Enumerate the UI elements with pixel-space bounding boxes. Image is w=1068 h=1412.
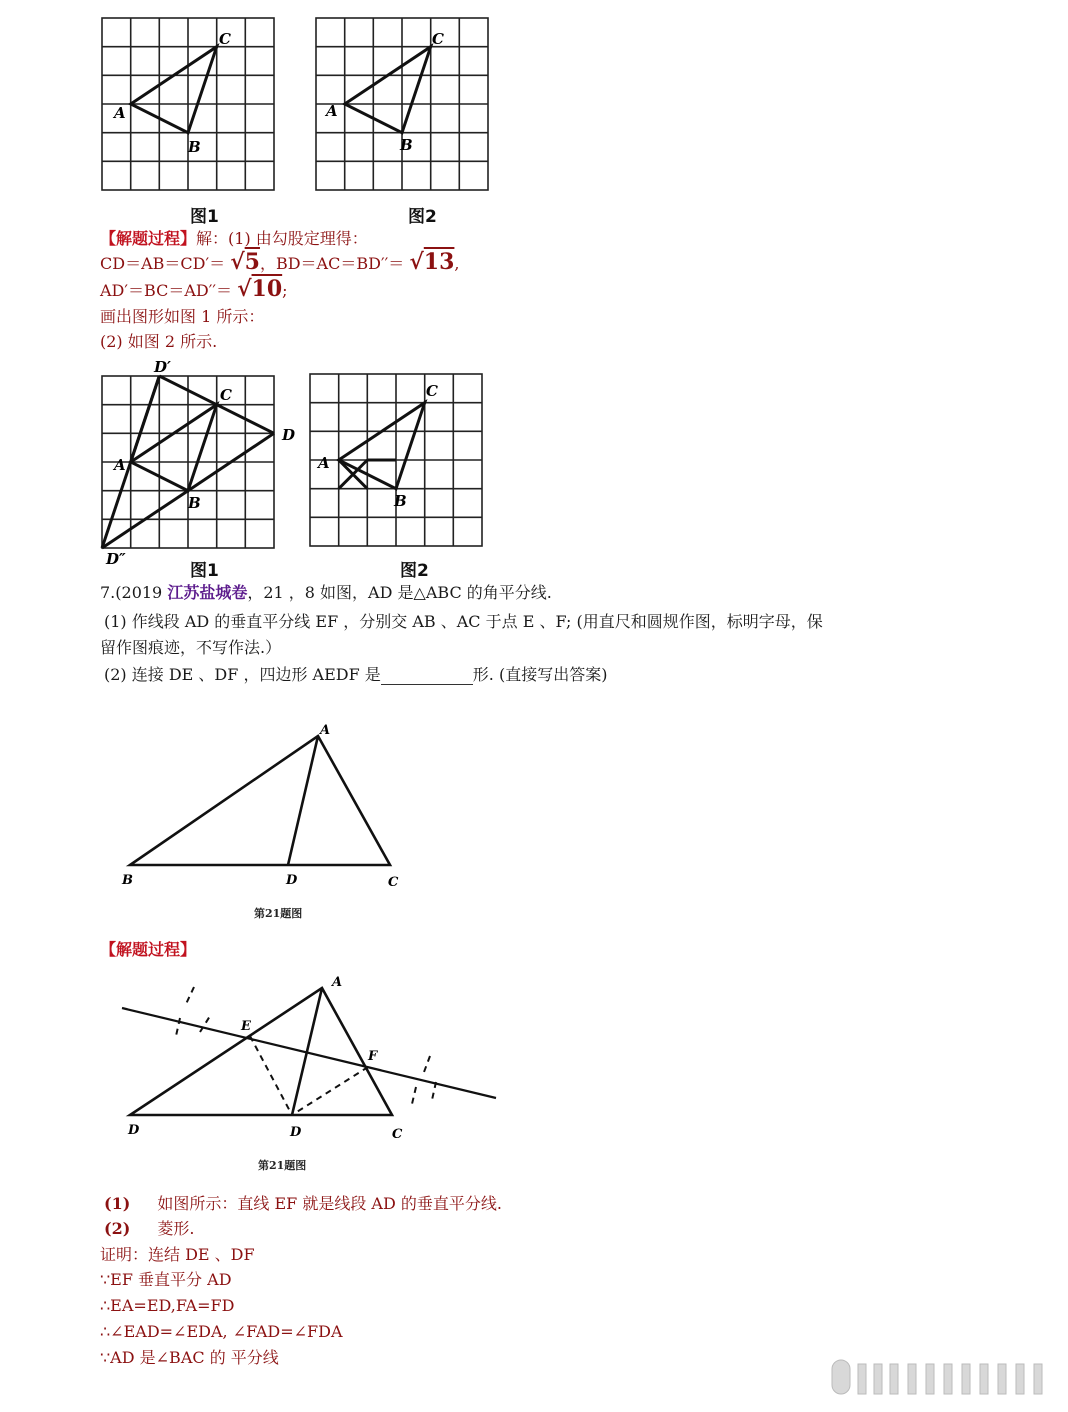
part2-text: (2) 连接 DE 、DF ，四边形 AEDF 是: [104, 665, 381, 684]
solution2-figure: [110, 972, 510, 1152]
construction-figure-1: [96, 358, 306, 568]
answer1: [104, 1194, 502, 1214]
comma: ,: [454, 254, 460, 273]
sqrt-5: √5: [230, 249, 260, 275]
label-C: C: [219, 30, 231, 48]
label-D-vertex: D: [128, 1123, 140, 1138]
label-D-double-prime: D″: [106, 550, 126, 568]
middle-figure-1: [96, 358, 306, 568]
top-figure-1: [96, 12, 286, 202]
problem7-figure: [110, 718, 420, 898]
label-A: A: [320, 723, 331, 738]
solution1-line3: [100, 276, 288, 302]
answer2: [104, 1219, 194, 1239]
proof-line-5: ∵AD 是∠BAC 的 平分线: [100, 1348, 279, 1367]
top-fig1-caption: 图1: [190, 207, 219, 227]
label-A: A: [114, 456, 126, 474]
label-A: A: [332, 975, 343, 990]
label-D: D: [290, 1125, 302, 1140]
solution1-line2: [100, 249, 460, 275]
top-figure-2: [310, 12, 500, 202]
label-B: B: [188, 138, 201, 156]
label-A: A: [114, 104, 126, 122]
label-B: B: [394, 492, 407, 510]
label-F: F: [368, 1049, 378, 1064]
watermark-bars-icon: [828, 1358, 1058, 1398]
eq-bd: ，BD＝AC＝BD′′＝: [259, 254, 405, 273]
solution2-figure-caption: 第21题图: [258, 1159, 307, 1172]
label-C: C: [432, 30, 444, 48]
answer2-text: 菱形.: [157, 1219, 195, 1238]
label-C: C: [220, 386, 232, 404]
label-C: C: [388, 875, 399, 890]
grid-figure-1: [96, 12, 286, 202]
source-year: (2019: [115, 583, 163, 602]
sqrt-5-radicand: 5: [244, 249, 260, 275]
middle-figure-2: [304, 368, 494, 558]
answer2-number: (2): [104, 1219, 131, 1238]
answer-blank: [381, 670, 473, 685]
label-D: D: [282, 426, 296, 444]
construction-figure-2: [304, 368, 494, 558]
label-C: C: [426, 382, 438, 400]
middle-fig2-caption: 图2: [400, 561, 429, 581]
semicolon: ;: [282, 281, 288, 300]
part2-text-end: 形. (直接写出答案): [472, 665, 608, 684]
solution2-tag: 【解题过程】: [100, 940, 197, 959]
proof-line-3: ∴EA=ED,FA=FD: [100, 1296, 235, 1315]
sqrt-10-radicand: 10: [251, 276, 283, 302]
proof-line-1: 证明：连结 DE 、DF: [100, 1245, 255, 1264]
problem-statement: ，21 ，8 如图，AD 是△ABC 的角平分线.: [247, 583, 552, 602]
problem7-part1-line1: (1) 作线段 AD 的垂直平分线 EF ，分别交 AB 、AC 于点 E 、F; (用直尺和圆规作图，标明字母，保: [104, 612, 823, 631]
answer1-number: (1): [104, 1194, 131, 1213]
problem-number: 7.: [100, 583, 116, 602]
answer1-text: 如图所示：直线 EF 就是线段 AD 的垂直平分线.: [157, 1194, 502, 1213]
sqrt-10: √10: [237, 276, 283, 302]
grid-figure-2: [310, 12, 500, 202]
problem7-part2: [104, 665, 607, 685]
eq-cd: CD＝AB＝CD′＝: [100, 254, 226, 273]
top-fig2-caption: 图2: [408, 207, 437, 227]
label-B: B: [400, 136, 413, 154]
watermark-logo: [828, 1358, 1058, 1402]
sqrt-13-radicand: 13: [423, 249, 455, 275]
label-E: E: [241, 1019, 251, 1034]
problem7-figure-caption: 第21题图: [254, 907, 303, 920]
problem7-header: [100, 583, 552, 603]
middle-fig1-caption: 图1: [190, 561, 219, 581]
label-B: B: [122, 873, 133, 888]
label-C: C: [392, 1127, 403, 1142]
label-A: A: [318, 454, 330, 472]
label-D-prime: D′: [154, 358, 171, 376]
sqrt-13: √13: [409, 249, 455, 275]
source-name: 江苏盐城卷: [167, 583, 248, 602]
solution-tag: 【解题过程】: [100, 229, 197, 248]
label-D: D: [286, 873, 298, 888]
proof-line-2: ∵EF 垂直平分 AD: [100, 1270, 232, 1289]
triangle-figure: [110, 718, 420, 898]
proof-line-4: ∴∠EAD=∠EDA, ∠FAD=∠FDA: [100, 1322, 343, 1341]
solution1-intro: 解：(1) 由勾股定理得：: [196, 229, 368, 248]
eq-ad: AD′＝BC＝AD′′＝: [100, 281, 232, 300]
label-B: B: [188, 494, 201, 512]
solution1-line5: (2) 如图 2 所示.: [100, 332, 218, 351]
solution1-line4: 画出图形如图 1 所示：: [100, 307, 265, 326]
construction-figure: [110, 972, 510, 1152]
solution1-line1: [100, 229, 368, 249]
label-A: A: [326, 102, 338, 120]
problem7-part1-line2: 留作图痕迹，不写作法.）: [100, 638, 282, 657]
